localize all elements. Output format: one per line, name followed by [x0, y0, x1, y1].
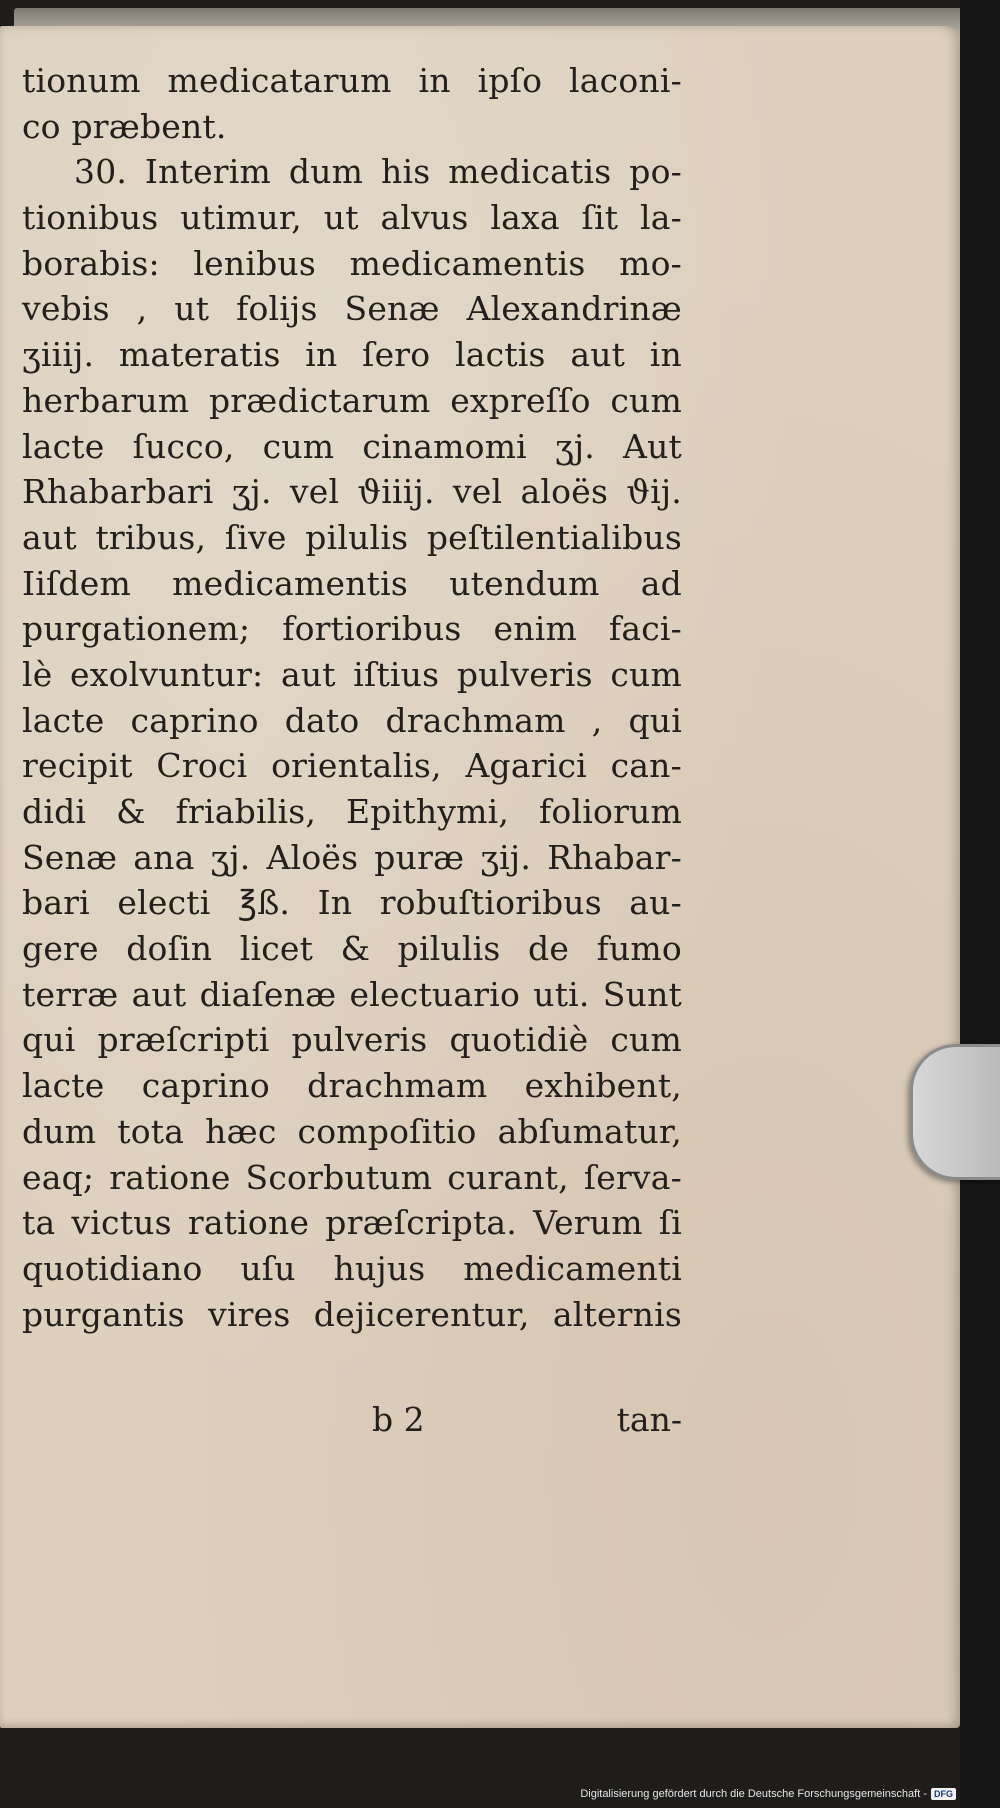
body-text — [22, 58, 682, 1337]
text-line: recipit Croci orientalis, Agarici can- — [22, 746, 682, 786]
text-line: purgantis vires dejicerentur, alternis — [22, 1294, 682, 1334]
text-line: tionibus utimur, ut alvus laxa ſit la- — [22, 198, 682, 238]
signature-mark: b 2 — [372, 1400, 425, 1439]
digitization-credit — [580, 1788, 956, 1800]
dfg-logo-icon: DFG — [931, 1788, 956, 1800]
credit-text: Digitalisierung gefördert durch die Deutsche Forschungsgemeinschaft - — [580, 1788, 927, 1800]
text-line: lacte ſucco, cum cinamomi ʒj. Aut — [22, 426, 682, 466]
text-line: tionum medicatarum in ipſo laconi- — [22, 61, 682, 100]
page-footer-line — [22, 1400, 682, 1445]
text-line: didi & friabilis, Epithymi, foliorum — [22, 792, 682, 831]
text-line: quotidiano uſu hujus medicamenti — [22, 1248, 682, 1288]
text-line: lacte caprino dato drachmam , qui — [22, 700, 682, 740]
text-line: Rhabarbari ʒj. vel ϑiiij. vel aloës ϑij. — [22, 472, 682, 512]
text-line: lacte caprino drachmam exhibent, — [22, 1066, 682, 1106]
text-line: borabis: lenibus medicamentis mo- — [22, 243, 682, 283]
text-line: gere doſin licet & pilulis de fumo — [22, 929, 682, 969]
text-line: eaq; ratione Scorbutum curant, ſerva- — [22, 1157, 682, 1197]
text-line: qui præſcripti pulveris quotidiè cum — [22, 1020, 682, 1060]
text-line: Senæ ana ʒj. Aloës puræ ʒij. Rhabar- — [22, 837, 682, 877]
text-line: vebis , ut folijs Senæ Alexandrinæ — [22, 289, 682, 329]
text-line: lè exolvuntur: aut iſtius pulveris cum — [22, 654, 682, 694]
text-line: terræ aut diaſenæ electuario uti. Sunt — [22, 974, 682, 1014]
text-line: aut tribus, ſive pilulis peſtilentialibus — [22, 517, 682, 557]
dark-margin — [960, 0, 1000, 1808]
text-line: purgationem; fortioribus enim faci- — [22, 609, 682, 649]
text-line: ta victus ratione præſcripta. Verum ſi — [22, 1203, 682, 1243]
text-line: 30. Interim dum his medicatis po- — [74, 152, 682, 192]
text-line: herbarum prædictarum expreſſo cum — [22, 380, 682, 420]
text-line: bari electi ℥ß. In robuſtioribus au- — [22, 883, 682, 923]
text-line: Iiſdem medicamentis utendum ad — [22, 563, 682, 603]
text-line: ʒiiij. materatis in ſero lactis aut in — [22, 335, 682, 375]
text-line: dum tota hæc compoſitio abſumatur, — [22, 1111, 682, 1151]
text-line: co præbent. — [22, 106, 227, 146]
catchword: tan- — [616, 1400, 682, 1439]
page-clip — [910, 1044, 1000, 1180]
